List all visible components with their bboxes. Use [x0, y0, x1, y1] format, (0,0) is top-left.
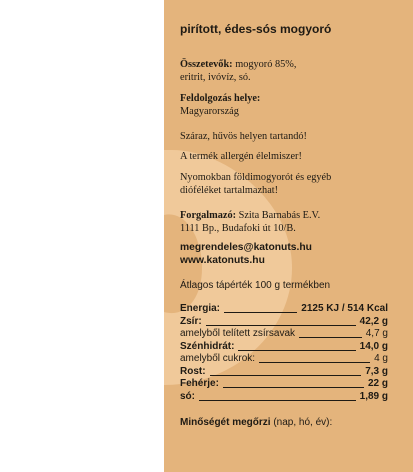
dotted-leader	[259, 362, 370, 363]
dotted-leader	[199, 400, 356, 401]
nutrition-value: 14,0 g	[359, 341, 388, 352]
nutrition-row-fat	[180, 316, 388, 328]
nutrition-value: 7,3 g	[365, 366, 388, 377]
distributor-address: 1111 Bp., Budafoki út 10/B.	[180, 223, 296, 234]
nutrition-value: 4,7 g	[365, 328, 388, 339]
processing-block	[180, 92, 404, 118]
nutrition-row-energy	[180, 303, 388, 315]
nutrition-value: 1,89 g	[359, 391, 388, 402]
nutrition-row-saturated	[180, 328, 388, 340]
traces-block	[180, 171, 404, 197]
ingredients-block	[180, 58, 404, 84]
contact-block	[180, 241, 404, 267]
distributor-label: Forgalmazó:	[180, 210, 237, 221]
nutrition-label: Rost:	[180, 366, 206, 377]
nutrition-value: 2125 KJ / 514 Kcal	[301, 303, 388, 314]
nutrition-label: amelyből telített zsírsavak	[180, 328, 296, 339]
label-panel	[164, 0, 413, 472]
distributor-name: Szita Barnabás E.V.	[236, 210, 321, 221]
nutrition-heading: Átlagos tápérték 100 g termékben	[180, 280, 331, 291]
best-before-label: Minőségét megőrzi	[180, 417, 271, 428]
dotted-leader	[238, 350, 355, 351]
contact-web[interactable]: www.katonuts.hu	[180, 255, 265, 266]
dotted-leader	[210, 375, 362, 376]
distributor-block	[180, 209, 404, 235]
nutrition-value: 42,2 g	[359, 316, 388, 327]
ingredients-label: Összetevők:	[180, 59, 233, 70]
nutrition-label: só:	[180, 391, 195, 402]
traces-line-2: dióféléket tartalmazhat!	[180, 185, 279, 196]
dotted-leader	[223, 387, 364, 388]
traces-line-1: Nyomokban földimogyorót és egyéb	[180, 172, 332, 183]
dotted-leader	[206, 325, 356, 326]
nutrition-row-protein	[180, 378, 388, 390]
best-before-format: (nap, hó, év):	[270, 417, 333, 428]
nutrition-row-salt	[180, 391, 388, 403]
ingredients-line-1: mogyoró 85%,	[232, 59, 297, 70]
nutrition-row-fibre	[180, 366, 388, 378]
nutrition-label: Fehérje:	[180, 378, 219, 389]
nutrition-label: Zsír:	[180, 316, 202, 327]
dotted-leader	[299, 337, 362, 338]
nutrition-row-carbohydrate	[180, 341, 388, 353]
contact-email[interactable]: megrendeles@katonuts.hu	[180, 242, 312, 253]
processing-value: Magyarország	[180, 106, 239, 117]
nutrition-row-sugars	[180, 353, 388, 365]
best-before	[180, 416, 404, 429]
allergen-note: A termék allergén élelmiszer!	[180, 151, 302, 162]
nutrition-label: Energia:	[180, 303, 221, 314]
nutrition-value: 4 g	[374, 353, 388, 364]
nutrition-value: 22 g	[367, 378, 388, 389]
product-title: pirított, édes-sós mogyoró	[180, 22, 332, 36]
storage-note: Száraz, hűvös helyen tartandó!	[180, 131, 307, 142]
nutrition-label: amelyből cukrok:	[180, 353, 256, 364]
dotted-leader	[224, 312, 297, 313]
nutrition-label: Szénhidrát:	[180, 341, 235, 352]
ingredients-line-2: eritrit, ivóvíz, só.	[180, 72, 251, 83]
processing-label: Feldolgozás helye:	[180, 93, 261, 104]
